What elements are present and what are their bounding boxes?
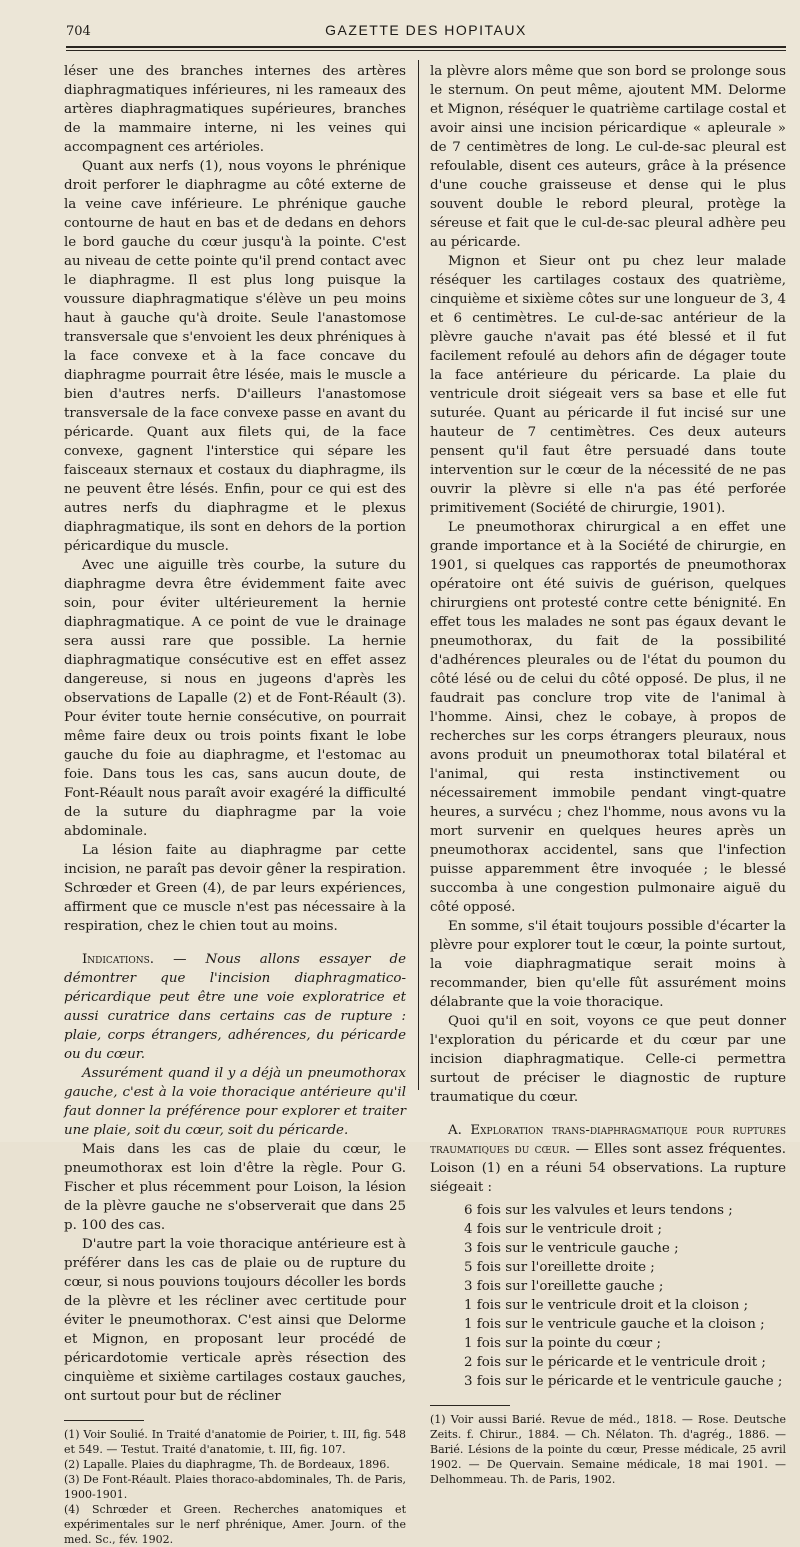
paragraph: Quant aux nerfs (1), nous voyons le phrénique droit perforer le diaphragme au côté externe de la veine cave inférieure. Le phrénique gauche contourne de haut en bas et de dedans en dehors le bord gauche du cœur jusqu'à la pointe. C'est au niveau de cette pointe qu'il prend contact avec le diaphragme. Il est plus long puisque la voussure diaphragmatique s'élève un peu moins haut à gauche qu'à droite. Seule l'anastomose transversale que s'envoient les deux phréniques à la face convexe et à la face concave du diaphragme pourrait être lésée, mais le muscle a bien d'autres nerfs. D'ailleurs l'anastomose transversale de la face convexe passe en avant du péricarde. Quant aux filets qui, de la face convexe, gagnent l'interstice qui sépare les faisceaux sternaux et costaux du diaphragme, ils ne peuvent être lésés. Enfin, pour ce qui est des autres nerfs du diaphragme et le plexus diaphragmatique, ils sont en dehors de la portion péricardique du muscle. [64,159,406,554]
footnote-rule [430,1405,510,1406]
paragraph: la plèvre alors même que son bord se prolonge sous le sternum. On peut même, ajoutent MM. Delorme et Mignon, réséquer le quatrième cartilage costal et avoir ainsi une incision péricardique « apleurale » de 7 centimètres de long. Le cul-de-sac pleural est refoulable, disent ces auteurs, grâce à la présence d'une couche graisseuse et dense qui le plus souvent double le rebord pleural, protège la séreuse et fait que le cul-de-sac pleural adhère peu au péricarde. [430,64,786,250]
list-item: 1 fois sur la pointe du cœur ; [464,1336,661,1351]
page-number: 704 [66,24,91,39]
page-header [66,22,786,42]
journal-title: GAZETTE DES HOPITAUX [325,22,527,38]
footnote: (1) Voir Soulié. In Traité d'anatomie de Poirier, t. III, fig. 548 et 549. — Testut. Traité d'anatomie, t. III, fig. 107. [64,1428,406,1456]
list-item: 4 fois sur le ventricule droit ; [464,1222,663,1237]
list-item: 3 fois sur le péricarde et le ventricule gauche ; [464,1374,783,1389]
section-text: — Elles sont assez fréquentes. Loison (1) en a réuni 54 observations. La rupture siégeait : [430,1142,786,1195]
left-column [64,62,406,1547]
list-item: 2 fois sur le péricarde et le ventricule droit ; [464,1355,766,1370]
list-item: 5 fois sur l'oreillette droite ; [464,1260,655,1275]
indications-text: — Nous allons essayer de démontrer que l'incision diaphragmatico-péricardique peut être une voie exploratrice et aussi curatrice dans certains cas de rupture : plaie, corps étrangers, adhérences, du péricarde ou du cœur. [64,952,406,1062]
paragraph: Mais dans les cas de plaie du cœur, le pneumothorax est loin d'être la règle. Pour G. Fischer et plus récemment pour Loison, la lésion de la plèvre gauche ne s'observerait que dans 25 p. 100 des cas. [64,1142,406,1233]
paragraph: La lésion faite au diaphragme par cette incision, ne paraît pas devoir gêner la respiration. Schrœder et Green (4), de par leurs expériences, affirment que ce muscle n'est pas nécessaire à la respiration, chez le chien tout au moins. [64,843,406,934]
paragraph: Le pneumothorax chirurgical a en effet une grande importance et à la Société de chirurgie, en 1901, si quelques cas rapportés de pneumothorax opératoire ont été suivis de guérison, quelques chirurgiens ont protesté contre cette bénignité. En effet tous les malades ne sont pas égaux devant le pneumothorax, du fait de la possibilité d'adhérences pleurales ou de l'état du poumon du côté lésé ou de celui du côté opposé. De plus, il ne faudrait pas conclure trop vite de l'animal à l'homme. Ainsi, chez le cobaye, à propos de recherches sur les corps étrangers pleuraux, nous avons produit un pneumothorax total bilatéral et l'animal, qui resta instinctivement ou nécessairement immobile pendant vingt-quatre heures, a survécu ; chez l'homme, nous avons vu la mort survenir en quelques heures après un pneumothorax accidentel, sans que l'infection puisse apparemment être invoquée ; le blessé succomba à une congestion pulmonaire aiguë du côté opposé. [430,520,786,915]
footnote-rule [64,1420,144,1421]
paragraph: Mignon et Sieur ont pu chez leur malade réséquer les cartilages costaux des quatrième, cinquième et sixième côtes sur une longueur de 3, 4 et 6 centimètres. Le cul-de-sac antérieur de la plèvre gauche n'avait pas été blessé et il fut facilement refoulé au dehors afin de dégager toute la face antérieure du péricarde. La plaie du ventricule droit siégeait vers sa base et elle fut suturée. Quant au péricarde il fut incisé sur une hauteur de 7 centimètres. Ces deux auteurs pensent qu'il faut être persuadé dans toute intervention sur le cœur de la nécessité de ne pas ouvrir la plèvre si elle n'a pas été perforée primitivement (Société de chirurgie, 1901). [430,254,786,516]
list-item: 6 fois sur les valvules et leurs tendons ; [464,1203,733,1218]
section-paragraph [430,1121,786,1197]
section-heading: A. Exploration trans-diaphragmatique pour ruptures traumatiques du cœur. [430,1123,786,1157]
list-item: 3 fois sur le ventricule gauche ; [464,1241,679,1256]
paragraph: léser une des branches internes des artères diaphragmatiques inférieures, ni les rameaux des artères diaphragmatiques supérieures, branches de la mammaire interne, ni les veines qui accompagnent ces artérioles. [64,64,406,155]
footnote: (3) De Font-Réault. Plaies thoraco-abdominales, Th. de Paris, 1900-1901. [64,1473,406,1501]
right-column [430,62,786,1487]
italic-paragraph [64,1064,406,1140]
paragraph: Avec une aiguille très courbe, la suture du diaphragme devra être évidemment faite avec soin, pour éviter ultérieurement la hernie diaphragmatique. A ce point de vue le drainage sera aussi rare que possible. La hernie diaphragmatique consécutive est en effet assez dangereuse, si nous en jugeons d'après les observations de Lapalle (2) et de Font-Réault (3). Pour éviter toute hernie consécutive, on pourrait même faire deux ou trois points fixant le lobe gauche du foie au diaphragme, et l'estomac au foie. Dans tous les cas, sans aucun doute, de Font-Réault nous paraît avoir exagéré la difficulté de la suture du diaphragme par la voie abdominale. [64,558,406,839]
list-item: 1 fois sur le ventricule gauche et la cloison ; [464,1317,765,1332]
paragraph: Quoi qu'il en soit, voyons ce que peut donner l'exploration du péricarde et du cœur par une incision diaphragmatique. Celle-ci permettra surtout de préciser le diagnostic de rupture traumatique du cœur. [430,1014,786,1105]
header-rule-thin [66,50,786,51]
indications-label: Indications. [82,952,155,967]
footnote: (1) Voir aussi Barié. Revue de méd., 1818. — Rose. Deutsche Zeits. f. Chirur., 1884. — Ch. Nélaton. Th. d'agrég., 1886. — Barié. Lésions de la pointe du cœur, Presse médicale, 25 avril 1902. — De Quervain. Semaine médicale, 18 mai 1901. — Delhommeau. Th. de Paris, 1902. [430,1413,786,1486]
paragraph: D'autre part la voie thoracique antérieure est à préférer dans les cas de plaie ou de rupture du cœur, si nous pouvions toujours décoller les bords de la plèvre et les récliner avec certitude pour éviter le pneumothorax. C'est ainsi que Delorme et Mignon, en proposant leur procédé de péricardotomie verticale après résection des cinquième et sixième cartilages costaux gauches, ont surtout pour but de récliner [64,1237,406,1404]
column-divider [418,60,419,1090]
italic-text: Assurément quand il y a déjà un pneumothorax gauche, c'est à la voie thoracique antérieure qu'il faut donner la préférence pour explorer et traiter une plaie, soit du cœur, soit du péricarde. [64,1066,406,1138]
footnote: (4) Schrœder et Green. Recherches anatomiques et expérimentales sur le nerf phrénique, Amer. Journ. of the med. Sc., fév. 1902. [64,1503,406,1546]
footnote: (2) Lapalle. Plaies du diaphragme, Th. de Bordeaux, 1896. [64,1458,390,1471]
paragraph: En somme, s'il était toujours possible d'écarter la plèvre pour explorer tout le cœur, la pointe surtout, la voie diaphragmatique serait moins à recommander, bien qu'elle fût assurément moins délabrante que la voie thoracique. [430,919,786,1010]
rupture-list [464,1201,786,1391]
list-item: 3 fois sur l'oreillette gauche ; [464,1279,664,1294]
list-item: 1 fois sur le ventricule droit et la cloison ; [464,1298,749,1313]
indications-paragraph [64,950,406,1064]
header-rule-thick [66,46,786,48]
